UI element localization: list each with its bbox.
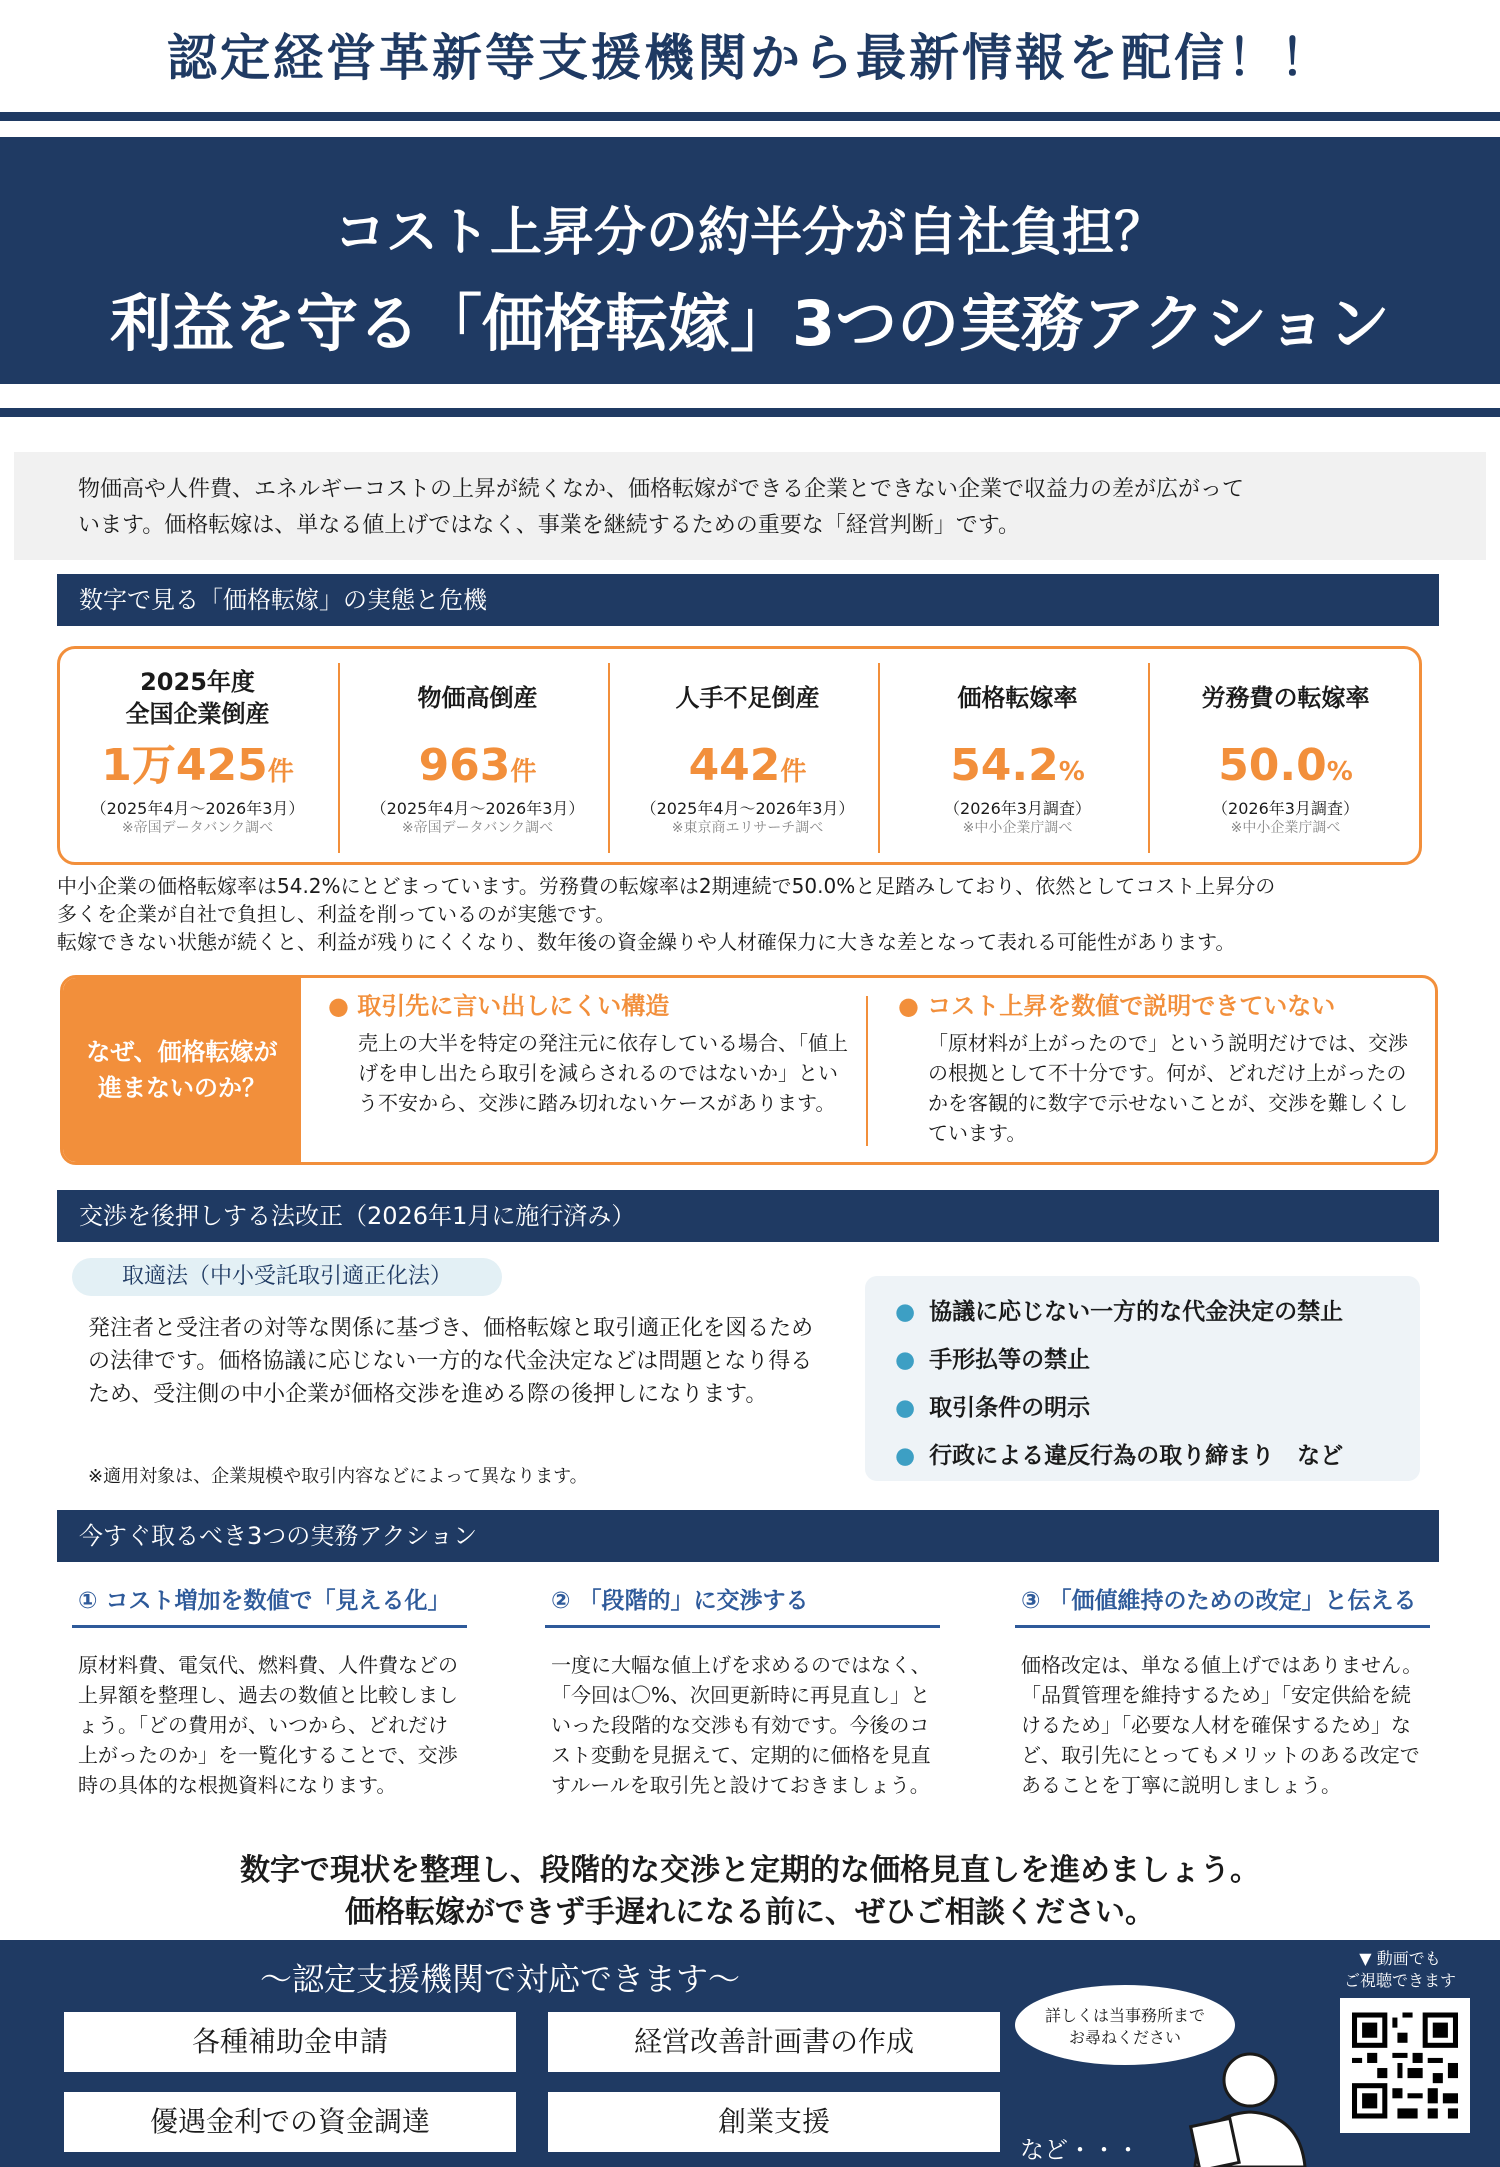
stat-label: 価格転嫁率 bbox=[957, 684, 1078, 712]
action-head: ③ 「価値維持のための改定」と伝える bbox=[1015, 1582, 1430, 1628]
section-header-stats: 数字で見る「価格転嫁」の実態と危機 bbox=[57, 574, 1439, 626]
service-item: 創業支援 bbox=[548, 2092, 1000, 2152]
etc-text: など・・・ bbox=[1020, 2136, 1140, 2164]
divider bbox=[0, 408, 1500, 417]
stat-divider bbox=[878, 663, 880, 853]
why-reason-head: ● 取引先に言い出しにくい構造 bbox=[328, 992, 670, 1020]
stat-period: （2026年3月調査） bbox=[1212, 799, 1359, 818]
why-reason-body: 「原材料が上がったので」という説明だけでは、交渉の根拠として不十分です。何が、どれだけ上がったのかを客観的に数字で示せないことが、交渉を難しくしています。 bbox=[928, 1031, 1408, 1145]
stat-source: ※帝国データバンク調べ bbox=[401, 820, 554, 836]
stat-period: （2025年4月～2026年3月） bbox=[370, 799, 585, 818]
video-note: ▼ 動画でも ご視聴できます bbox=[1343, 1949, 1456, 1990]
stat-source: ※中小企業庁調べ bbox=[962, 820, 1073, 836]
section-header-law: 交渉を後押しする法改正（2026年1月に施行済み） bbox=[57, 1190, 1439, 1242]
service-item: 優遇金利での資金調達 bbox=[64, 2092, 516, 2152]
text-line: 転嫁できない状態が続くと、利益が残りにくくなり、数年後の資金繰りや人材確保力に大きな差となって表れる可能性があります。 bbox=[57, 930, 1236, 954]
stat-divider bbox=[1148, 663, 1150, 853]
stat-label: 2025年度 全国企業倒産 bbox=[125, 668, 270, 728]
action-head: ② 「段階的」に交渉する bbox=[545, 1582, 940, 1628]
action-body: 価格改定は、単なる値上げではありません。「品質管理を維持するため」「安定供給を続けるため」「必要な人材を確保するため」など、取引先にとってもメリットのある改定であることを丁寧に説明しましょう。 bbox=[1021, 1653, 1423, 1797]
stat-value: 963件 bbox=[418, 740, 537, 791]
law-point: ● 取引条件の明示 bbox=[895, 1395, 1091, 1421]
top-title: 認定経営革新等支援機関から最新情報を配信！！ bbox=[167, 29, 1333, 87]
law-point: ● 協議に応じない一方的な代金決定の禁止 bbox=[895, 1299, 1344, 1325]
stat-source: ※中小企業庁調べ bbox=[1230, 820, 1341, 836]
qr-code-icon[interactable] bbox=[1340, 1998, 1470, 2133]
service-item: 各種補助金申請 bbox=[64, 2012, 516, 2072]
why-label: なぜ、価格転嫁が 進まないのか？ bbox=[63, 978, 301, 1162]
intro-line: います。価格転嫁は、単なる値上げではなく、事業を継続するための重要な「経営判断」です。 bbox=[78, 513, 1021, 538]
stat-period: （2025年4月～2026年3月） bbox=[90, 799, 305, 818]
law-point: ● 手形払等の禁止 bbox=[895, 1347, 1091, 1373]
stat-value: 442件 bbox=[688, 740, 807, 791]
action-body: 一度に大幅な値上げを求めるのではなく、「今回は〇%、次回更新時に再見直し」といった段階的な交渉も有効です。今後のコスト変動を見据えて、定期的に価格を見直すルールを取引先と設けておきましょう。 bbox=[551, 1653, 931, 1797]
stat-card bbox=[1153, 663, 1418, 853]
stat-card bbox=[615, 663, 880, 853]
stat-value: 54.2% bbox=[950, 740, 1085, 791]
law-tag: 取適法（中小受託取引適正化法） bbox=[72, 1258, 502, 1296]
section-header-actions: 今すぐ取るべき3つの実務アクション bbox=[57, 1510, 1439, 1562]
law-point: ● 行政による違反行為の取り締まり など bbox=[895, 1443, 1344, 1469]
stat-label: 労務費の転嫁率 bbox=[1201, 684, 1370, 712]
stat-period: （2025年4月～2026年3月） bbox=[640, 799, 855, 818]
hero-banner bbox=[0, 137, 1500, 384]
why-reason bbox=[328, 990, 848, 1118]
action-card bbox=[545, 1582, 940, 1800]
stat-divider bbox=[608, 663, 610, 853]
speech-bubble: 詳しくは当事務所まで お尋ねください bbox=[1015, 1985, 1235, 2065]
stat-divider bbox=[338, 663, 340, 853]
law-note: ※適用対象は、企業規模や取引内容などによって異なります。 bbox=[88, 1466, 588, 1487]
action-head: ① コスト増加を数値で「見える化」 bbox=[72, 1582, 467, 1628]
why-box bbox=[60, 975, 1438, 1165]
intro-box bbox=[14, 452, 1486, 560]
person-illustration-icon bbox=[1165, 2050, 1315, 2167]
footer-title: ～認定支援機関で対応できます～ bbox=[259, 1960, 740, 1998]
stats-explanation bbox=[57, 872, 1447, 956]
why-reason bbox=[898, 990, 1408, 1148]
stat-source: ※東京商エリサーチ調べ bbox=[671, 820, 824, 836]
stat-source: ※帝国データバンク調べ bbox=[121, 820, 274, 836]
text-line: 中小企業の価格転嫁率は54.2%にとどまっています。労務費の転嫁率は2期連続で50.0%と足踏みしており、依然としてコスト上昇分の bbox=[57, 874, 1276, 898]
action-body: 原材料費、電気代、燃料費、人件費などの上昇額を整理し、過去の数値と比較しましょう。「どの費用が、いつから、どれだけ上がったのか」を一覧化することで、交渉時の具体的な根拠資料になります。 bbox=[78, 1653, 458, 1797]
action-card bbox=[1015, 1582, 1430, 1800]
why-reason-head: ● コスト上昇を数値で説明できていない bbox=[898, 992, 1336, 1020]
stat-label: 人手不足倒産 bbox=[675, 684, 820, 712]
why-divider bbox=[866, 996, 868, 1146]
law-points-box bbox=[865, 1276, 1420, 1481]
closing-line: 数字で現状を整理し、段階的な交渉と定期的な価格見直しを進めましょう。 bbox=[240, 1853, 1260, 1888]
hero-line-2: 利益を守る「価格転嫁」3つの実務アクション bbox=[109, 287, 1391, 360]
action-card bbox=[72, 1582, 467, 1800]
divider bbox=[0, 112, 1500, 121]
stat-card bbox=[885, 663, 1150, 853]
text-line: 多くを企業が自社で負担し、利益を削っているのが実態です。 bbox=[57, 902, 616, 926]
hero-line-1: コスト上昇分の約半分が自社負担？ bbox=[333, 203, 1166, 263]
footer bbox=[0, 1940, 1500, 2167]
stat-value: 50.0% bbox=[1218, 740, 1353, 791]
intro-line: 物価高や人件費、エネルギーコストの上昇が続くなか、価格転嫁ができる企業とできない企業で収益力の差が広がって bbox=[78, 477, 1245, 502]
why-reason-body: 売上の大半を特定の発注元に依存している場合、「値上げを申し出たら取引を減らされるのではないか」という不安から、交渉に踏み切れないケースがあります。 bbox=[358, 1031, 848, 1115]
stat-card bbox=[345, 663, 610, 853]
closing-line: 価格転嫁ができず手遅れになる前に、ぜひご相談ください。 bbox=[345, 1895, 1155, 1930]
stat-period: （2026年3月調査） bbox=[944, 799, 1091, 818]
stat-value: 1万425件 bbox=[101, 740, 294, 791]
service-item: 経営改善計画書の作成 bbox=[548, 2012, 1000, 2072]
stats-panel bbox=[57, 646, 1422, 865]
law-text: 発注者と受注者の対等な関係に基づき、価格転嫁と取引適正化を図るための法律です。価格協議に応じない一方的な代金決定などは問題となり得るため、受注側の中小企業が価格交渉を進める際の後押しになります。 bbox=[88, 1316, 814, 1407]
closing-message bbox=[0, 1850, 1500, 1934]
stat-card bbox=[65, 663, 330, 853]
stat-label: 物価高倒産 bbox=[417, 684, 538, 712]
